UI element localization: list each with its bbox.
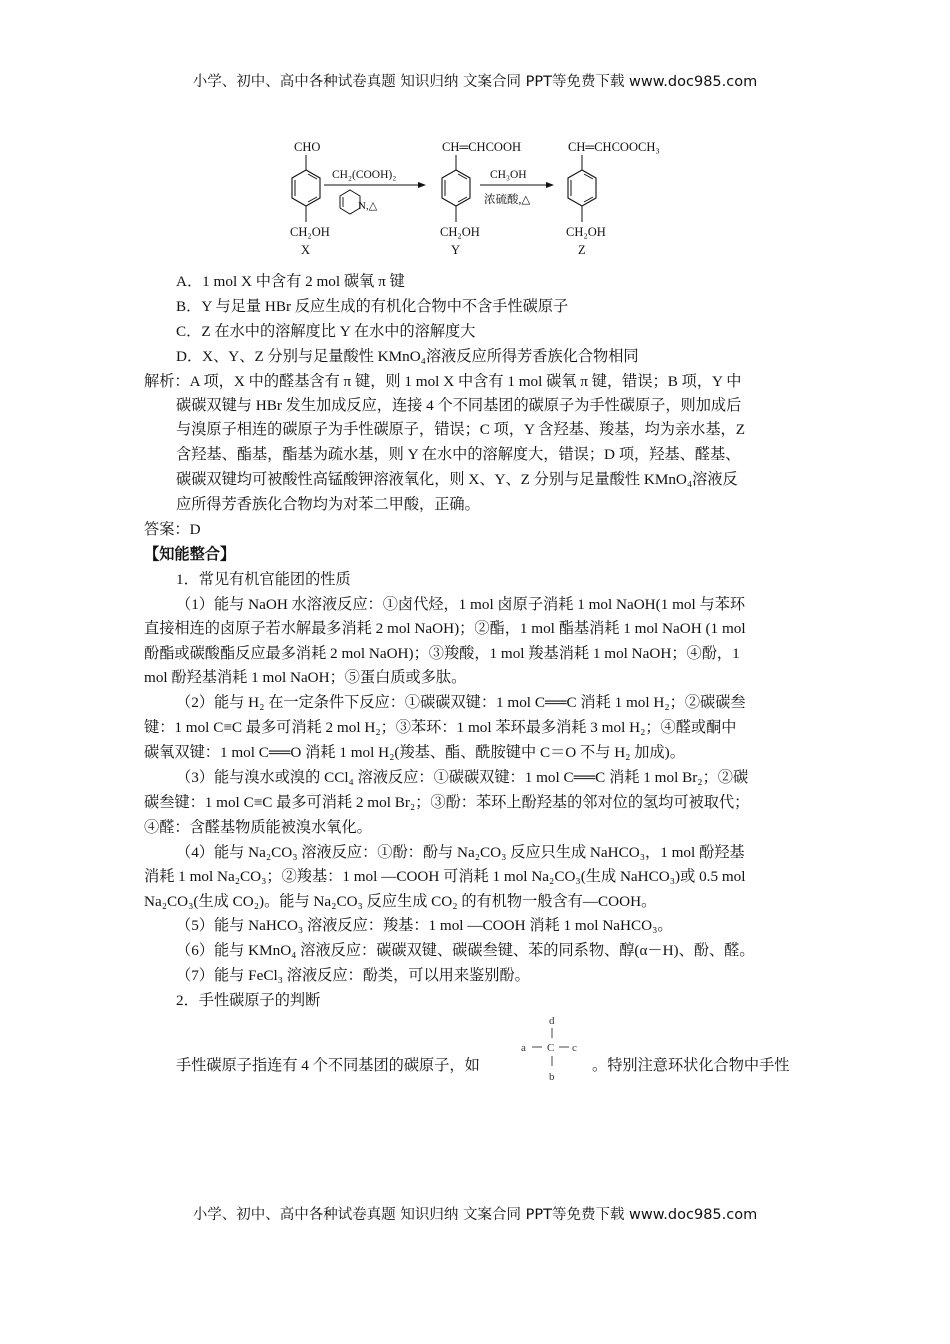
chiral-carbon-structure bbox=[518, 1014, 588, 1086]
option-c: C．Z 在水中的溶解度比 Y 在水中的溶解度大 bbox=[176, 323, 476, 340]
z-bottom-group: CH₂OH bbox=[566, 225, 606, 239]
benzene-ring-y bbox=[442, 170, 470, 206]
x-bottom-group: CH₂OH bbox=[290, 225, 330, 239]
paragraph-line: Na₂CO₃(生成 CO₂)。能与 Na₂CO₃ 反应生成 CO₂ 的有机物一般含有—COOH。 bbox=[144, 893, 657, 910]
y-top-group: CH═CHCOOH bbox=[442, 140, 522, 154]
paragraph-line: 键：1 mol C≡C 最多可消耗 2 mol H₂；③苯环：1 mol 苯环最多消耗 3 mol H₂；④醛或酮中 bbox=[144, 719, 737, 736]
analysis-line: 解析：A 项，X 中的醛基含有 π 键，则 1 mol X 中含有 1 mol 碳氧 π 键，错误；B 项，Y 中 bbox=[144, 373, 742, 390]
group-d: d bbox=[549, 1015, 555, 1027]
chiral-center-c: C bbox=[547, 1042, 555, 1054]
option-b: B．Y 与足量 HBr 反应生成的有机化合物中不含手性碳原子 bbox=[176, 298, 569, 315]
analysis-line: 含羟基、酯基，酯基为疏水基，则 Y 在水中的溶解度大，错误；D 项，羟基、醛基、 bbox=[176, 446, 741, 463]
arrow-2 bbox=[480, 169, 554, 206]
section-title: 【知能整合】 bbox=[144, 546, 236, 563]
arrow1-reagent: CH₂(COOH)₂ bbox=[332, 169, 397, 181]
compound-z bbox=[566, 140, 660, 257]
paragraph-line: （2）能与 H₂ 在一定条件下反应：①碳碳双键：1 mol C══C 消耗 1 mol H₂；②碳碳叁 bbox=[176, 694, 746, 711]
benzene-ring-x bbox=[292, 170, 320, 206]
paragraph-line: 消耗 1 mol Na₂CO₃；②羧基：1 mol —COOH 可消耗 1 mol Na₂CO₃(生成 NaHCO₃)或 0.5 mol bbox=[144, 868, 746, 885]
label-z: Z bbox=[578, 243, 586, 257]
subheading-1: 1．常见有机官能团的性质 bbox=[176, 571, 351, 588]
group-b: b bbox=[549, 1071, 555, 1083]
z-top-group: CH═CHCOOCH₃ bbox=[568, 140, 660, 154]
paragraph-line: （7）能与 FeCl₃ 溶液反应：酚类，可以用来鉴别酚。 bbox=[176, 967, 530, 984]
analysis-line: 碳碳双键与 HBr 发生加成反应，连接 4 个不同基团的碳原子为手性碳原子，则加成后 bbox=[176, 397, 742, 414]
page-header: 小学、初中、高中各种试卷真题 知识归纳 文案合同 PPT等免费下载 www.doc985.com bbox=[192, 74, 758, 90]
paragraph-line: ④醛：含醛基物质能被溴水氧化。 bbox=[144, 819, 372, 836]
analysis-line: 与溴原子相连的碳原子为手性碳原子，错误；C 项，Y 含羟基、羧基，均为亲水基，Z bbox=[176, 421, 745, 438]
chiral-text-after: 。特别注意环状化合物中手性 bbox=[592, 1057, 790, 1074]
paragraph-line: （3）能与溴水或溴的 CCl₄ 溶液反应：①碳碳双键：1 mol C══C 消耗 1 mol Br₂；②碳 bbox=[176, 769, 749, 786]
paragraph-line: （4）能与 Na₂CO₃ 溶液反应：①酚：酚与 Na₂CO₃ 反应只生成 NaHCO₃，1 mol 酚羟基 bbox=[176, 844, 745, 861]
paragraph-line: （5）能与 NaHCO₃ 溶液反应：羧基：1 mol —COOH 消耗 1 mol NaHCO₃。 bbox=[176, 917, 673, 934]
paragraph-line: 酚酯或碳酸酯反应最多消耗 2 mol NaOH)；③羧酸，1 mol 羧基消耗 1 mol NaOH；④酚，1 bbox=[144, 645, 740, 662]
analysis-line: 碳碳双键均可被酸性高锰酸钾溶液氧化，则 X、Y、Z 分别与足量酸性 KMnO₄溶液反 bbox=[176, 471, 738, 488]
reaction-scheme bbox=[270, 136, 690, 262]
subheading-2: 2．手性碳原子的判断 bbox=[176, 992, 321, 1009]
group-a: a bbox=[521, 1042, 526, 1054]
paragraph-line: mol 酚羟基消耗 1 mol NaOH；⑤蛋白质或多肽。 bbox=[144, 669, 467, 686]
label-x: X bbox=[301, 243, 311, 257]
option-d: D．X、Y、Z 分别与足量酸性 KMnO₄溶液反应所得芳香族化合物相同 bbox=[176, 348, 639, 365]
label-y: Y bbox=[451, 243, 461, 257]
compound-x bbox=[290, 140, 330, 257]
arrow2-condition: 浓硫酸,△ bbox=[484, 194, 531, 206]
paragraph-line: 碳氧双键：1 mol C══O 消耗 1 mol H₂(羧基、酯、酰胺键中 C＝O 不与 H₂ 加成)。 bbox=[144, 744, 685, 761]
answer: 答案：D bbox=[144, 521, 201, 538]
group-c: c bbox=[572, 1042, 577, 1054]
paragraph-line: （6）能与 KMnO₄ 溶液反应：碳碳双键、碳碳叁键、苯的同系物、醇(α－H)、酚、醛。 bbox=[176, 942, 755, 959]
paragraph-line: （1）能与 NaOH 水溶液反应：①卤代烃，1 mol 卤原子消耗 1 mol NaOH(1 mol 与苯环 bbox=[176, 596, 746, 613]
paragraph-line: 碳叁键：1 mol C≡C 最多可消耗 2 mol Br₂；③酚：苯环上酚羟基的邻对位的氢均可被取代； bbox=[144, 794, 750, 811]
arrow-1 bbox=[324, 169, 426, 214]
page-footer: 小学、初中、高中各种试卷真题 知识归纳 文案合同 PPT等免费下载 www.doc985.com bbox=[192, 1207, 758, 1223]
analysis-line: 应所得芳香族化合物均为对苯二甲酸，正确。 bbox=[176, 496, 480, 513]
x-top-group: CHO bbox=[294, 140, 321, 154]
arrow2-reagent: CH₃OH bbox=[490, 169, 527, 181]
benzene-ring-z bbox=[568, 170, 596, 206]
option-a: A．1 mol X 中含有 2 mol 碳氧 π 键 bbox=[176, 273, 405, 290]
chiral-text-before: 手性碳原子指连有 4 个不同基团的碳原子，如 bbox=[176, 1057, 480, 1074]
paragraph-line: 直接相连的卤原子若水解最多消耗 2 mol NaOH)；②酯，1 mol 酯基消耗 1 mol NaOH (1 mol bbox=[144, 620, 746, 637]
y-bottom-group: CH₂OH bbox=[440, 225, 480, 239]
arrow1-condition: N,△ bbox=[358, 200, 378, 212]
